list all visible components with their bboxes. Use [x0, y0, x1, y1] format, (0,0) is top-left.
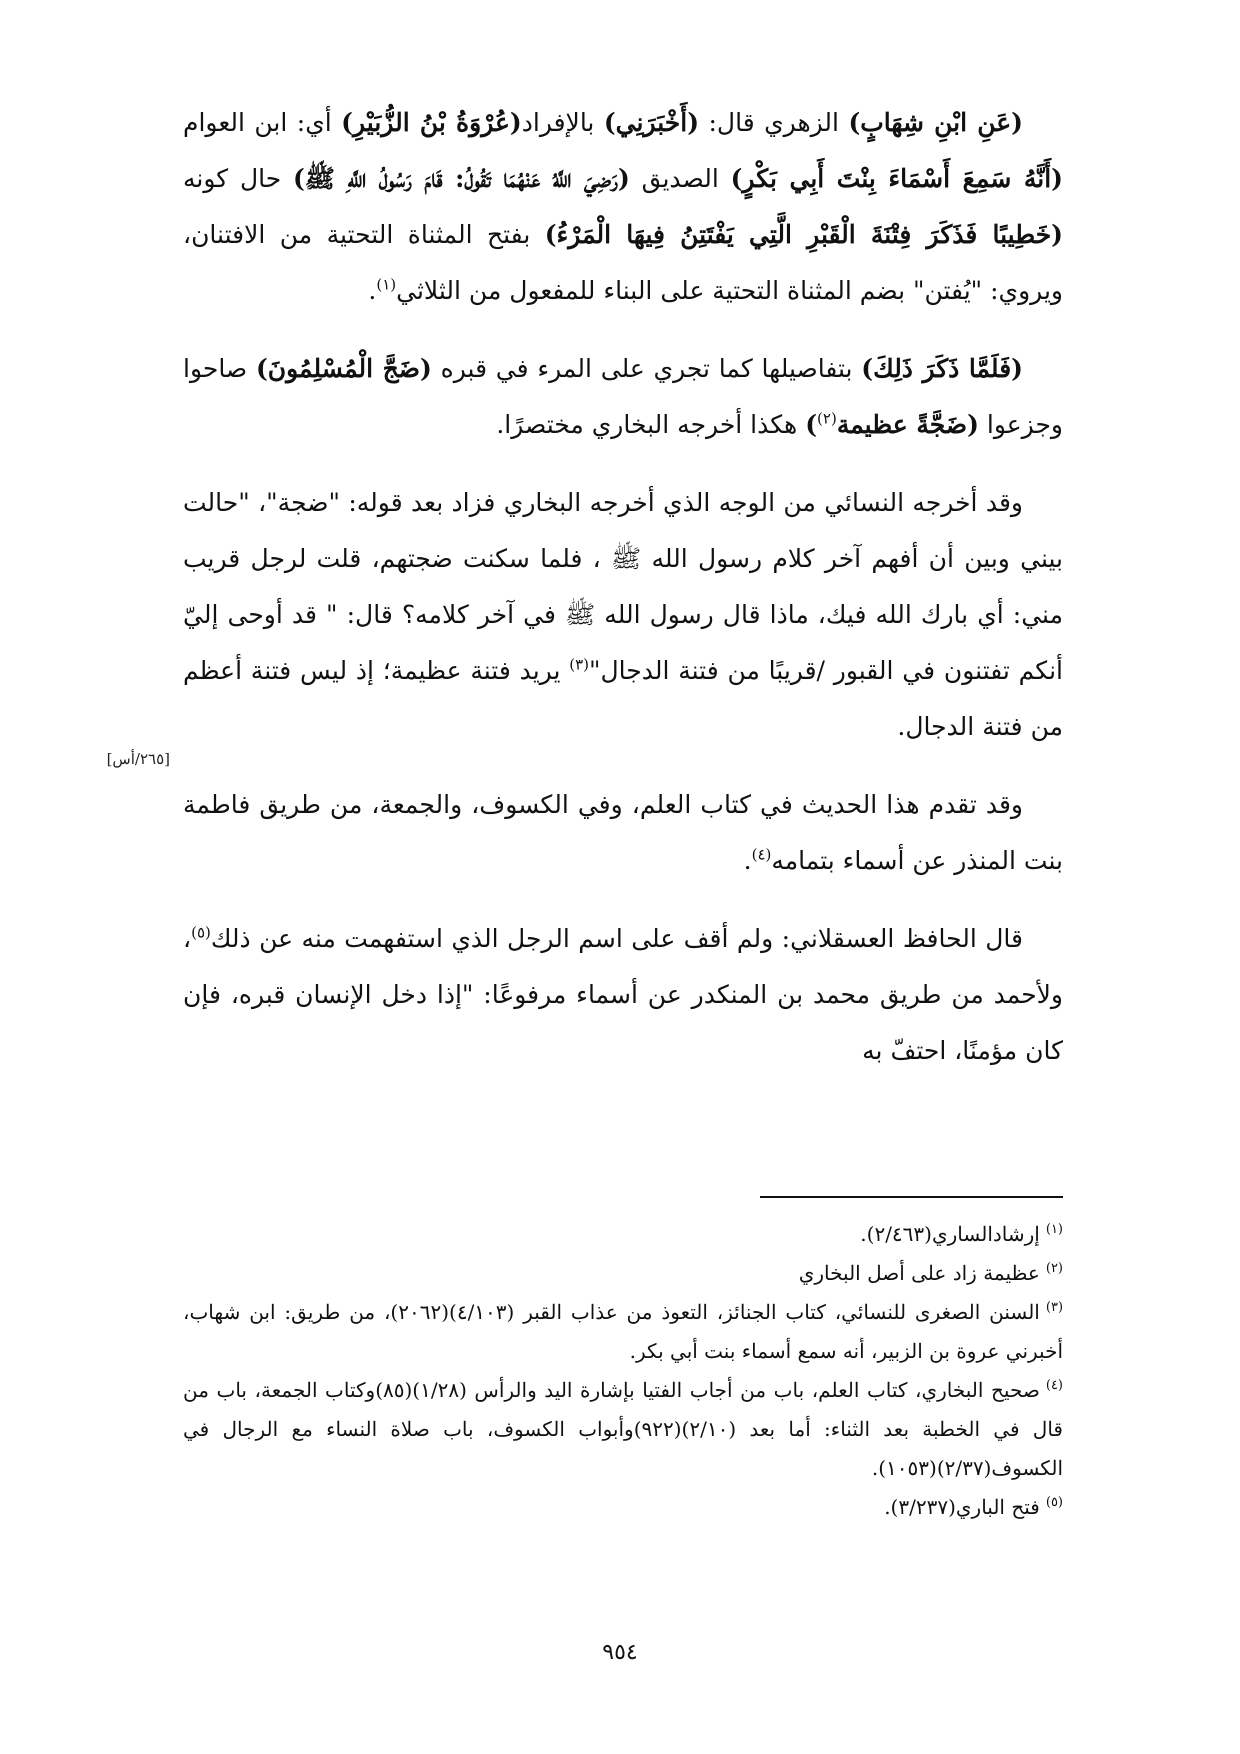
commentary-text: وقد أخرجه النسائي من الوجه الذي أخرجه البخاري فزاد بعد قوله: "ضجة"، "حالت بيني وبين أن أفهم آخر كلام رسول الله ﷺ ، فلما سكنت ضجتهم، قلت لرجل قريب مني: أي بارك الله فيك، ماذا قال رسول الله ﷺ في آخر كلامه؟ قال: " قد أوحى إليّ أنكم تفتنون في القبور /قريبًا من فتنة الدجال"	[183, 488, 1063, 685]
footnote-4	[183, 1371, 1063, 1488]
hadith-text: (عَنِ ابْنِ شِهَابٍ)	[848, 108, 1023, 137]
commentary-text: الزهري قال:	[699, 108, 849, 137]
commentary-text: أي: ابن العوام	[183, 108, 342, 137]
footnotes	[183, 1215, 1063, 1527]
commentary-text: .	[368, 276, 377, 305]
footnote-ref[interactable]: (٥)	[191, 923, 211, 942]
paragraph-4	[183, 777, 1063, 889]
hadith-text: (خَطِيبًا فَذَكَرَ فِتْنَةَ الْقَبْرِ الَّتِي يَفْتَتِنُ فِيهَا الْمَرْءُ)	[544, 220, 1063, 249]
paragraph-1	[183, 95, 1063, 319]
commentary-text: الصديق	[629, 164, 731, 193]
footnote-marker: (٢)	[1045, 1261, 1063, 1277]
commentary-text: يريد فتنة عظيمة؛ إذ ليس فتنة أعظم من فتنة الدجال.	[183, 656, 1063, 741]
paragraph-5	[183, 911, 1063, 1079]
commentary-text: وقد تقدم هذا الحديث في كتاب العلم، وفي الكسوف، والجمعة، من طريق فاطمة بنت المنذر عن أسماء بتمامه	[183, 790, 1063, 875]
hadith-text: )	[805, 410, 818, 439]
commentary-text: ، ولأحمد من طريق محمد بن المنكدر عن أسماء مرفوعًا: "إذا دخل الإنسان قبره، فإن كان مؤمنًا، احتفّ به	[183, 924, 1063, 1065]
footnote-5	[183, 1488, 1063, 1527]
footnote-ref[interactable]: (١)	[376, 275, 397, 294]
footnote-marker: (٤)	[1045, 1378, 1063, 1394]
page-number: ٩٥٤	[602, 1640, 638, 1665]
commentary-text: .	[743, 846, 752, 875]
commentary-text: بالإفراد	[521, 108, 604, 137]
footnote-marker: (٣)	[1045, 1300, 1064, 1316]
hadith-text: (رَضِيَ اللَّهُ عَنْهُمَا تَقُولُ: قَامَ رَسُولُ اللَّهِ ﷺ)	[292, 164, 630, 193]
commentary-text: بتفاصيلها كما تجري على المرء في قبره	[431, 354, 862, 383]
paragraph-2	[183, 341, 1063, 453]
commentary-text: حال كونه	[183, 164, 293, 193]
commentary-text: هكذا أخرجه البخاري مختصرًا.	[496, 410, 806, 439]
footnote-divider	[760, 1196, 1063, 1198]
hadith-text: (ضَجَّةً عظيمة	[836, 410, 979, 439]
hadith-text: (عُرْوَةُ بْنُ الزُّبَيْرِ)	[341, 108, 522, 137]
footnote-marker: (١)	[1045, 1222, 1063, 1238]
footnote-ref[interactable]: (٣)	[569, 655, 589, 674]
footnote-1	[183, 1215, 1063, 1254]
footnote-marker: (٥)	[1045, 1495, 1063, 1511]
paragraph-3	[183, 475, 1063, 755]
footnote-text: صحيح البخاري، كتاب العلم، باب من أجاب الفتيا بإشارة اليد والرأس (١/٢٨)(٨٥)وكتاب الجمعة، باب من قال في الخطبة بعد الثناء: أما بعد (٢/١٠)(٩٢٢)وأبواب الكسوف، باب صلاة النساء مع الرجال في الكسوف(٢/٣٧)(١٠٥٣).	[183, 1378, 1063, 1480]
hadith-text: (فَلَمَّا ذَكَرَ ذَلِكَ)	[861, 354, 1023, 383]
footnote-3	[183, 1293, 1063, 1371]
footnote-text: عظيمة زاد على أصل البخاري	[798, 1261, 1040, 1285]
main-text	[183, 95, 1063, 1079]
hadith-text: (ضَجَّ الْمُسْلِمُونَ)	[255, 354, 432, 383]
hadith-text: (أَخْبَرَنِي)	[603, 108, 700, 137]
hadith-text: (أَنَّهُ سَمِعَ أَسْمَاءَ بِنْتَ أَبِي بَكْرٍ)	[730, 164, 1063, 193]
footnote-ref[interactable]: (٤)	[751, 845, 772, 864]
footnote-text: السنن الصغرى للنسائي، كتاب الجنائز، التعوذ من عذاب القبر (٤/١٠٣)(٢٠٦٢)، من طريق: ابن شهاب، أخبرني عروة بن الزبير، أنه سمع أسماء بنت أبي بكر.	[183, 1300, 1063, 1363]
footnote-ref[interactable]: (٢)	[817, 409, 837, 428]
footnote-2	[183, 1254, 1063, 1293]
commentary-text: قال الحافظ العسقلاني: ولم أقف على اسم الرجل الذي استفهمت منه عن ذلك	[210, 924, 1023, 953]
footnote-text: فتح الباري(٣/٢٣٧).	[884, 1495, 1040, 1519]
commentary-text: بفتح المثناة التحتية من الافتنان، ويروي: "يُفتن" بضم المثناة التحتية على البناء للمفعول من الثلاثي	[183, 220, 1063, 305]
footnote-text: إرشادالساري(٢/٤٦٣).	[860, 1222, 1040, 1246]
commentary-text: صاحوا وجزعوا	[183, 354, 1063, 439]
manuscript-folio-note: [٢٦٥/أس]	[106, 750, 170, 768]
